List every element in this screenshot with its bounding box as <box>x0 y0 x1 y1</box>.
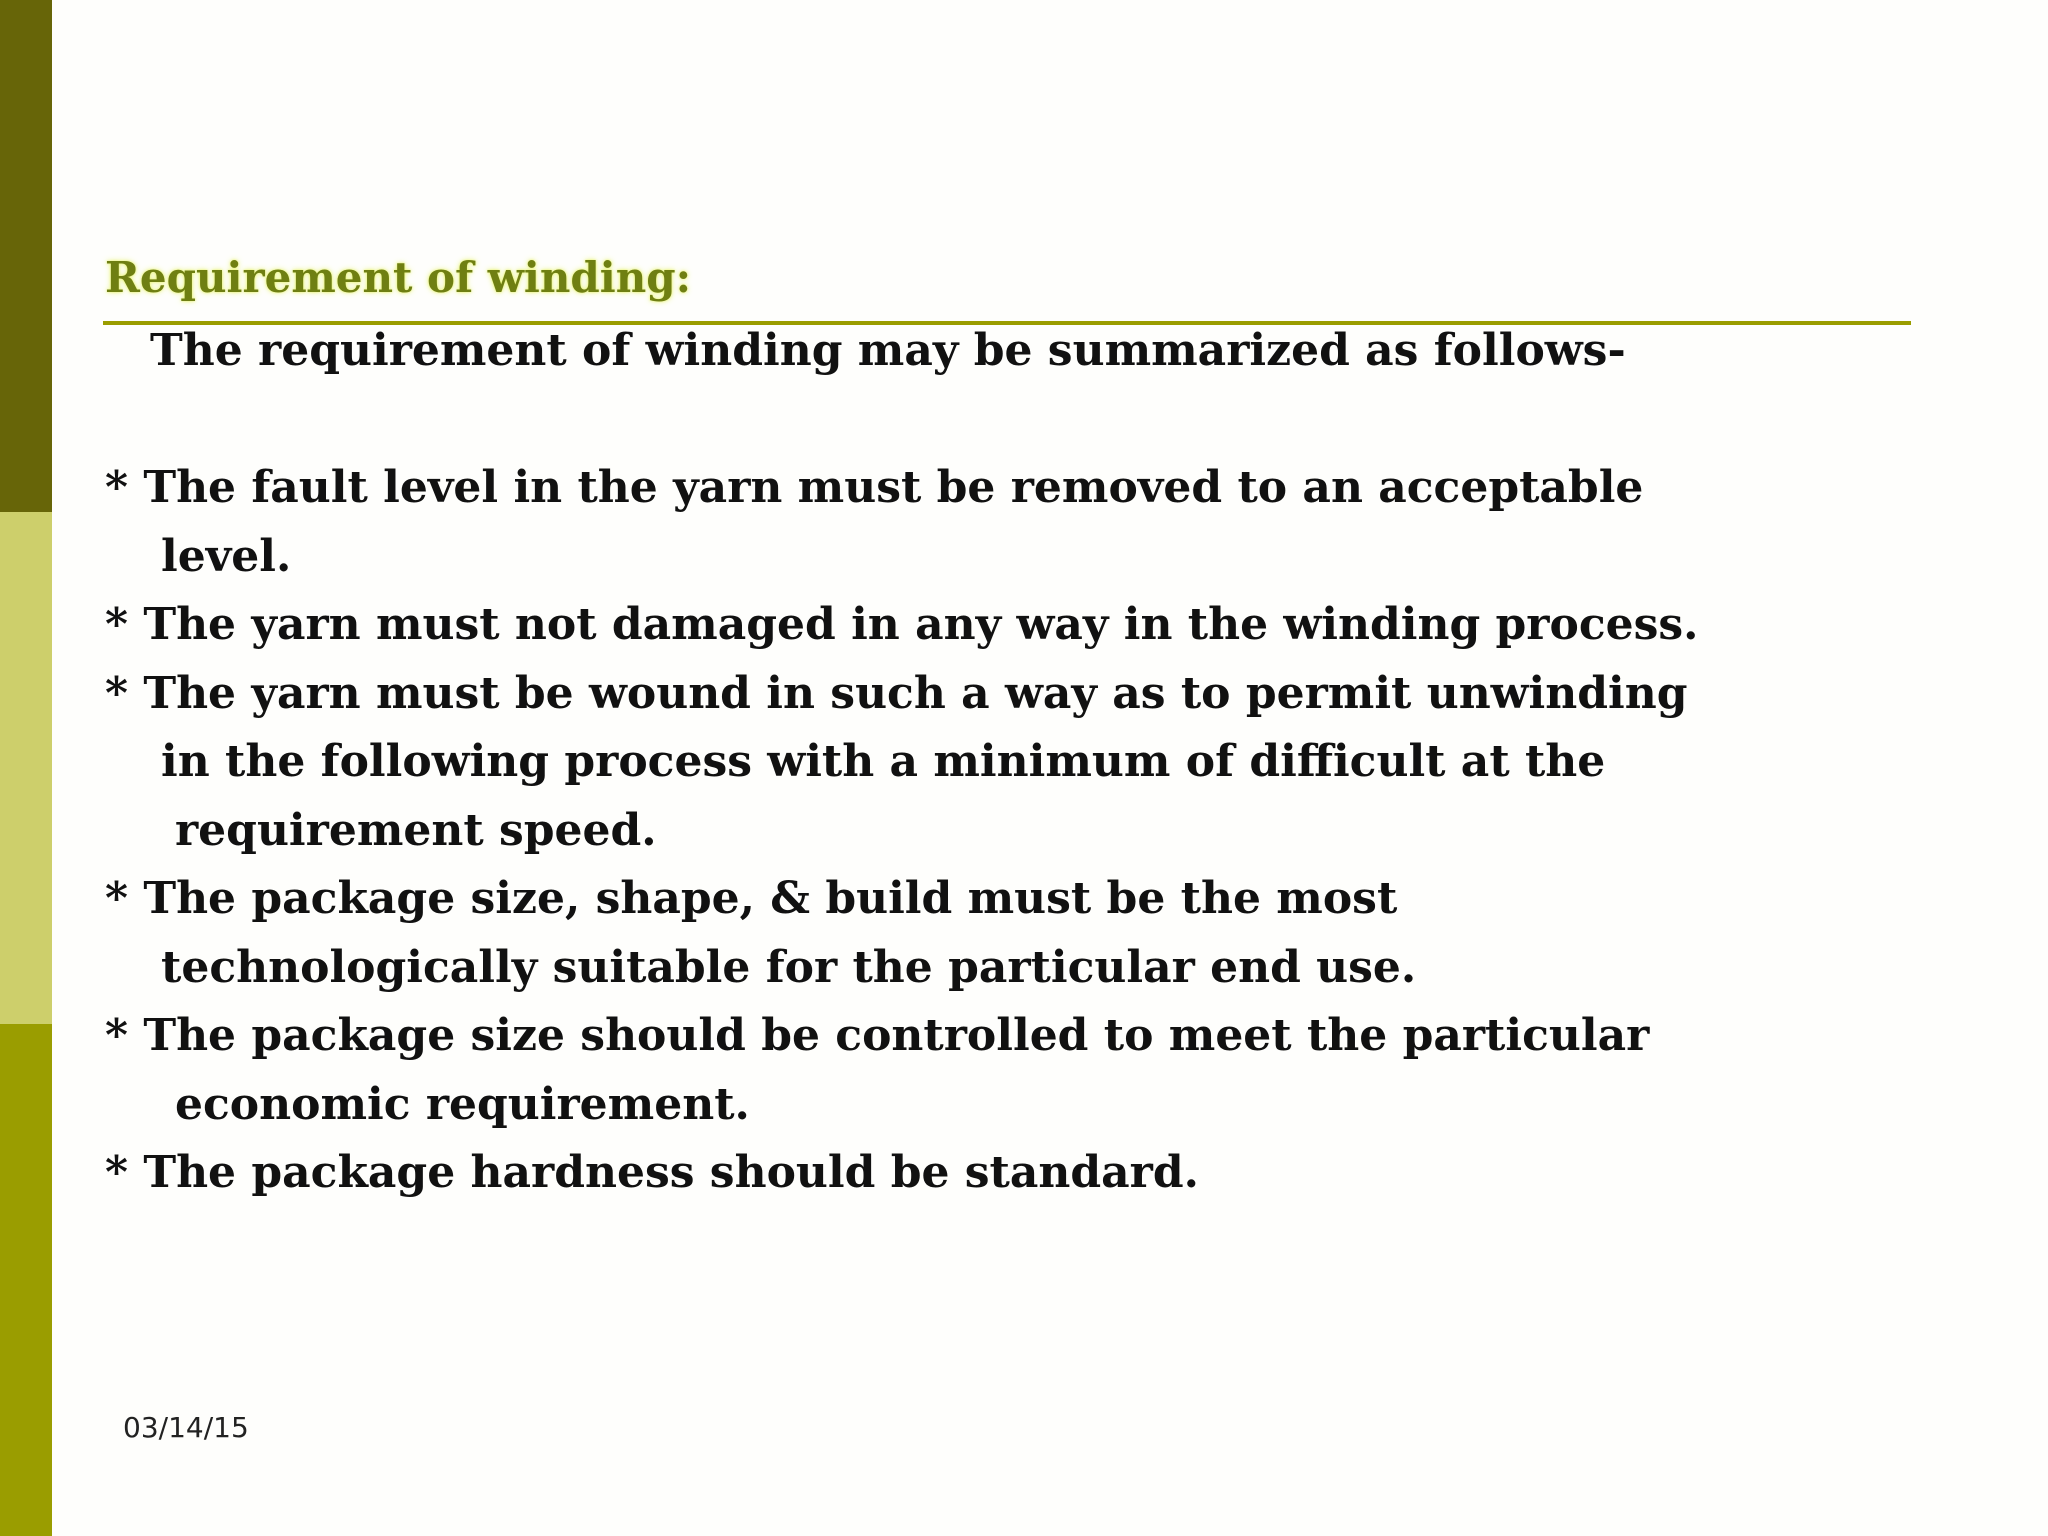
bullet-item <box>105 660 1925 866</box>
sidebar-accent <box>0 0 52 1536</box>
sidebar-segment-light <box>0 512 52 1024</box>
bullet-continuation: technologically suitable for the particular end use. <box>161 941 1417 993</box>
bullet-item <box>105 1139 1925 1208</box>
bullet-item <box>105 454 1925 591</box>
sidebar-segment-olive <box>0 1024 52 1536</box>
bullet-continuation: in the following process with a minimum of difficult at the <box>161 736 1606 787</box>
bullet-line: * The package size should be controlled to meet the particular <box>105 1010 1650 1061</box>
bullet-item <box>105 591 1925 660</box>
sidebar-segment-dark <box>0 0 52 512</box>
bullet-continuation: requirement speed. <box>175 804 657 856</box>
bullet-item <box>105 865 1925 1002</box>
footer-date: 03/14/15 <box>123 1411 249 1444</box>
bullet-item <box>105 1002 1925 1139</box>
intro-text: The requirement of winding may be summarized as follows- <box>150 325 1626 376</box>
bullet-line: * The package size, shape, & build must be the most <box>105 873 1398 924</box>
bullet-continuation: economic requirement. <box>175 1078 750 1130</box>
bullet-line: * The fault level in the yarn must be removed to an acceptable <box>105 462 1644 513</box>
slide-body <box>105 317 1925 1208</box>
slide-title: Requirement of winding: <box>105 253 692 302</box>
spacer <box>105 386 1925 455</box>
bullet-line: * The package hardness should be standard. <box>105 1147 1199 1198</box>
bullet-line: * The yarn must not damaged in any way in the winding process. <box>105 599 1699 650</box>
bullet-line: * The yarn must be wound in such a way as to permit unwinding <box>105 667 1688 719</box>
bullet-continuation: level. <box>161 530 292 582</box>
